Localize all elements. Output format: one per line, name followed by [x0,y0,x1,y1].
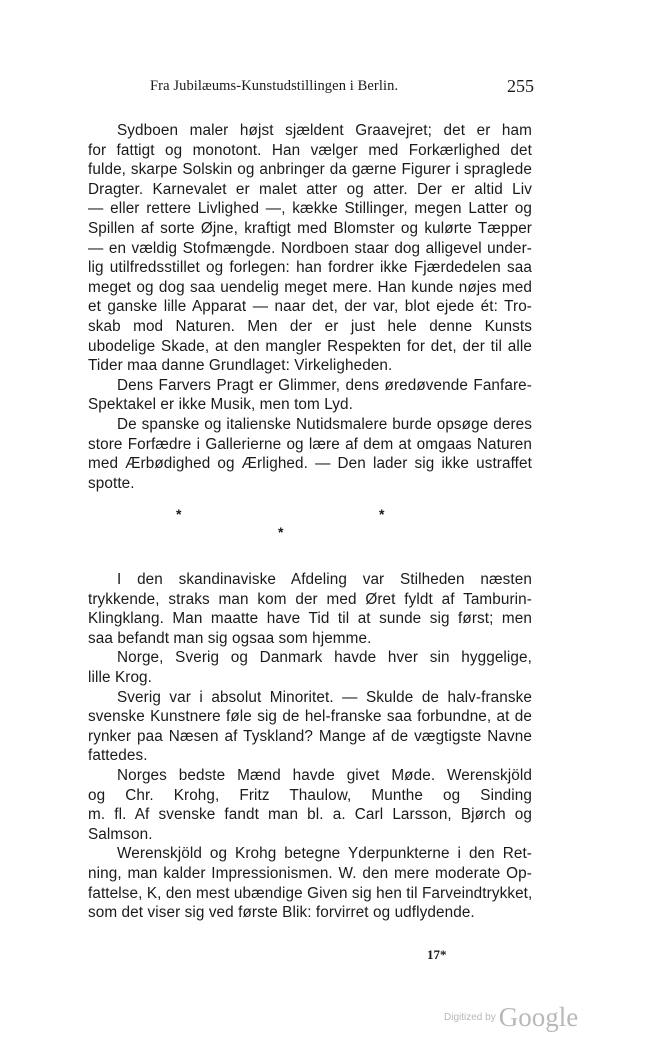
text-line: — eller rettere Livlighed —, kække Stillinger, megen Latter og [88,200,532,218]
text-line: som det viser sig ved første Blik: forvirret og udflydende. [88,904,475,922]
separator-asterisk-right: * [379,506,385,522]
text-line: fattedes. [88,747,148,765]
text-line: Norge, Sverig og Danmark havde hver sin hyggelige, [117,649,532,667]
text-line: lille Krog. [88,668,153,686]
text-line: Werenskjöld og Krohg betegne Yderpunkterne i den Ret- [117,845,532,863]
text-line: ubodelige Skade, at den mangler Respekten for det, der til alle [88,337,532,355]
text-line: meget og dog saa uendelig meget mere. Han kunde nøjes med [88,278,532,296]
text-line: store Forfædre i Gallerierne og lære af dem at omgaas Naturen [88,435,532,453]
body-text-section-1 [88,121,532,493]
text-line: spotte. [88,474,135,492]
text-line: med Ærbødighed og Ærlighed. — Den lader sig ikke ustraffet [88,455,532,473]
text-line: og Chr. Krohg, Fritz Thaulow, Munthe og Sinding [88,786,532,804]
text-line: Sverig var i absolut Minoritet. — Skulde de halv-franske [117,688,532,706]
watermark-brand: Google [498,1002,579,1032]
text-line: ning, man kalder Impressionismen. W. den mere moderate Op- [88,864,532,882]
separator-asterisk-center: * [278,524,284,540]
page-number: 255 [507,76,534,96]
text-line: skab mod Naturen. Men der er just hele denne Kunsts [88,317,532,335]
text-line: svenske Kunstnere føle sig de hel-franske saa forbundne, at de [88,708,532,726]
text-line: Klingklang. Man maatte have Tid til at sunde sig først; men [88,610,532,628]
text-line: — en vældig Stofmængde. Nordboen staar dog alligevel under- [88,239,532,257]
text-line: Sydboen maler højst sjældent Graavejret; det er ham [117,122,532,139]
digitization-watermark [444,1002,578,1033]
header-title: Fra Jubilæums-Kunstudstillingen i Berlin. [150,78,399,94]
running-header [88,78,534,100]
text-line: lig utilfredsstillet og forlegen: han fordrer ikke Fjærdedelen saa [88,259,532,277]
text-line: Salmson. [88,825,153,843]
text-line: for fattigt og monotont. Han vælger med Forkærlighed det [88,141,532,159]
text-line: trykkende, straks man kom der med Øret fyldt af Tamburin- [88,590,532,608]
body-text-section-2 [88,570,532,923]
text-line: fattelse, K, den mest ubændige Given sig hen til Farveindtrykket, [88,884,533,902]
watermark-prefix: Digitized by [444,1012,496,1023]
text-line: saa befandt man sig ogsaa som hjemme. [88,629,372,647]
text-line: rynker paa Næsen af Tyskland? Mange af de vægtigste Navne [88,727,532,745]
text-line: Spillen af sorte Øjne, kraftigt med Blomster og kulørte Tæpper [88,219,532,237]
text-line: Dens Farvers Pragt er Glimmer, dens øredøvende Fanfare- [117,376,532,394]
text-line: I den skandinaviske Afdeling var Stilheden næsten [117,571,532,588]
text-line: Spektakel er ikke Musik, men tom Lyd. [88,396,353,414]
signature-mark: 17* [427,947,447,962]
text-line: Norges bedste Mænd havde givet Møde. Werenskjöld [117,766,532,784]
text-line: et ganske lille Apparat — naar det, der var, blot ejede ét: Tro- [88,298,532,316]
separator-asterisk-left: * [176,506,182,522]
text-line: fulde, skarpe Solskin og anbringer da gærne Figurer i spraglede [88,161,532,179]
text-line: m. fl. Af svenske fandt man bl. a. Carl Larsson, Bjørch og [88,806,532,824]
text-line: Tider maa danne Grundlaget: Virkeligheden. [88,357,393,375]
text-line: Dragter. Karnevalet er malet atter og atter. Der er altid Liv [88,180,532,198]
text-line: De spanske og italienske Nutidsmalere burde opsøge deres [117,415,532,433]
